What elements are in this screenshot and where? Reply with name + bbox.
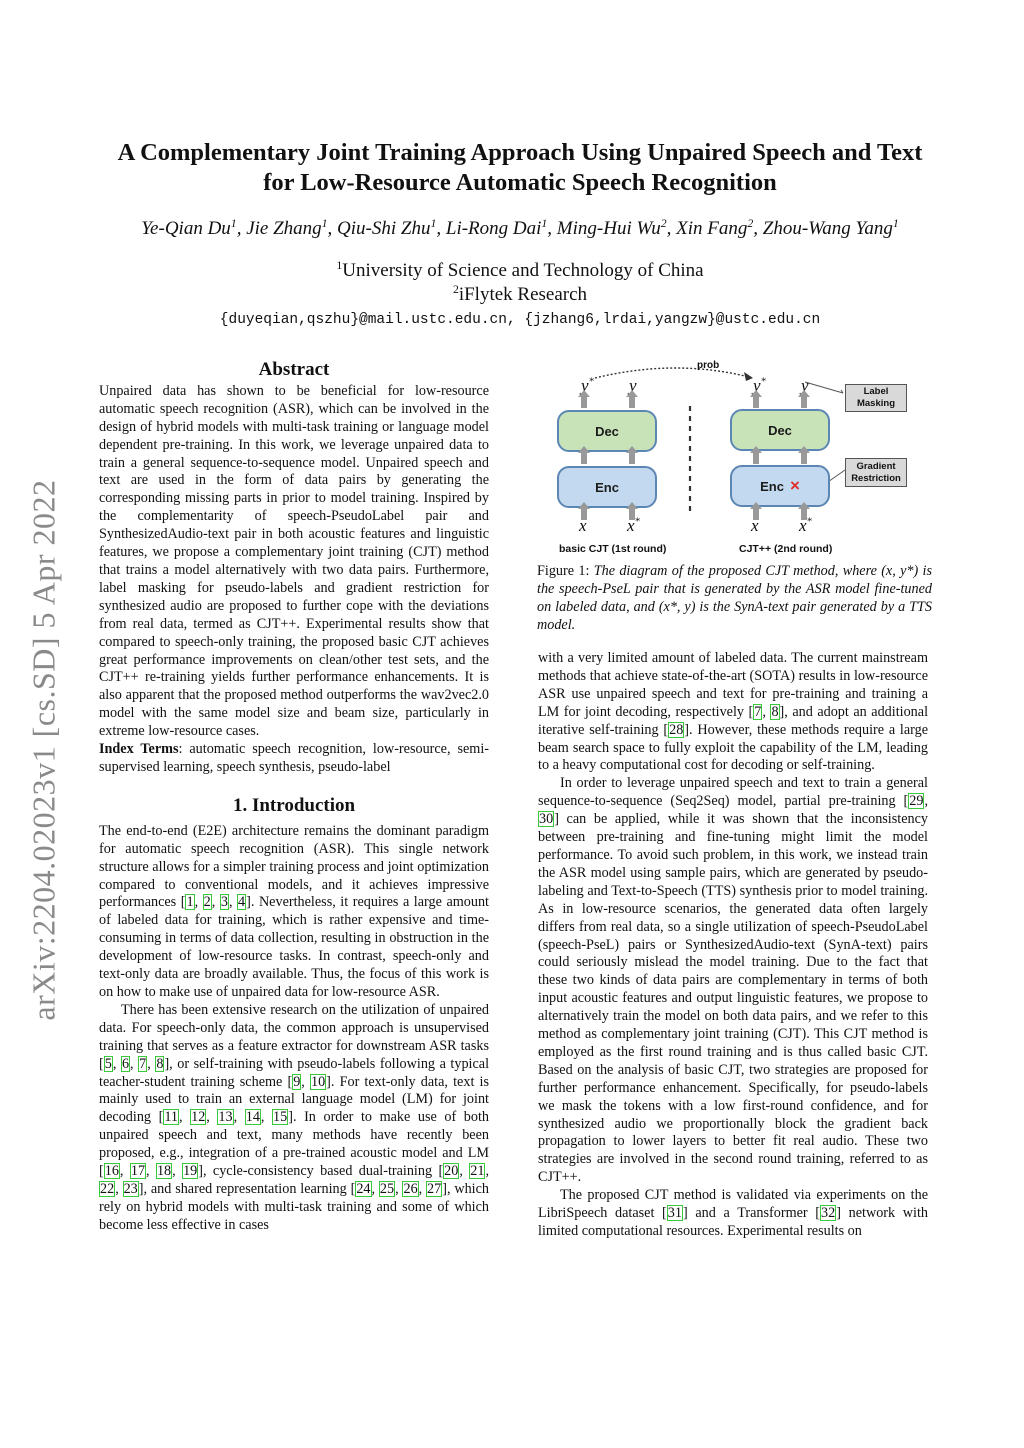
author-affiliation: 1 <box>430 216 437 230</box>
citation-link[interactable]: 7 <box>139 1055 147 1072</box>
author-name: Ming-Hui Wu <box>556 218 661 239</box>
author-affiliation: 2 <box>747 216 754 230</box>
figure-1-diagram <box>537 360 932 560</box>
citation-link[interactable]: 32 <box>821 1205 836 1222</box>
index-terms <box>99 741 489 777</box>
var-y-star: y* <box>753 376 766 395</box>
gradient-restriction-box: Gradient Restriction <box>845 458 907 487</box>
label-masking-box: Label Masking <box>845 384 907 412</box>
author-list: Ye-Qian Du$^1$, Jie Zhang$^1$, Qiu-Shi Zhu$^1$, Li-Rong Dai$^1$, Ming-Hui Wu$^2$, Xin Fang$^2$, Zhou-Wang Yang$^1$ <box>141 216 899 239</box>
author-name: Jie Zhang <box>246 218 322 239</box>
index-terms-label: Index Terms <box>99 741 179 758</box>
gradient-block-icon: × <box>789 476 800 495</box>
intro-paragraph-1: The end-to-end (E2E) architecture remains the dominant paradigm for automatic speech recognition (ASR). This single network structure allows for a simpler training process and joint optimization compared to conventional models, and it achieves impressive performances [1, 2, 3, 4]. Nevertheless, it requires a large amount of labeled data for training, which is rather expensive and time-consuming in terms of data collection, resulting in obstruction in the development of low-resource tasks. In contrast, speech-only and text-only data are broadly available. Thus, the focus of this work is on how to make use of unpaired data for low-resource ASR. <box>99 822 489 1000</box>
citation-link[interactable]: 22 <box>100 1180 115 1197</box>
citation-link[interactable]: 27 <box>427 1180 442 1197</box>
var-x-star: x* <box>799 516 812 535</box>
prob-label: prob <box>697 360 720 371</box>
right-paragraph-2: In order to leverage unpaired speech and text to train a general sequence-to-sequence (Seq2Seq) model, partial pre-training [29, 30] can be applied, while it was shown that the inconsistency between pre-training and fine-tuning might limit the model performance. To avoid such problem, in this work, we instead train the ASR model using sample pairs, which are generated by pseudo-labeling and Text-to-Speech (TTS) synthesis prior to model training. As in low-resource scenarios, the generated data often largely differs from real data, so a single utilization of speech-PseudoLabel (speech-PseL) pairs or SynthesizedAudio-text (SynA-text) pairs could seriously mislead the model training. Due to the fact that these two kinds of data pairs are complementary in terms of both input acoustic features and output linguistic features, we propose to alternatively train the model on both data pairs, and we refer to this method as complementary joint training (CJT). This CJT method is employed as the first round training and is thus called basic CJT. Based on the analysis of basic CJT, two strategies are proposed for further performance enhancement. Specifically, for pseudo-labels we mask the tokens with a low first-round confidence, and for synthesized audio we proportionally block the gradient back propagation to lower layers to better fit real audio. These two strategies are involved in the second round training, referred to as CJT++. <box>538 775 928 1186</box>
author-emails: {duyeqian,qszhu}@mail.ustc.edu.cn, {jzhang6,lrdai,yangzw}@ustc.edu.cn <box>219 312 821 328</box>
arrow-up-icon <box>629 452 635 464</box>
citation-link[interactable]: 8 <box>156 1055 164 1072</box>
arrow-up-icon <box>581 452 587 464</box>
author-affiliation: 1 <box>321 216 328 230</box>
citation-link[interactable]: 4 <box>238 894 246 911</box>
title-line-1: A Complementary Joint Training Approach Using Unpaired Speech and Text <box>117 139 923 166</box>
citation-link[interactable]: 9 <box>293 1073 301 1090</box>
figure-1-caption <box>537 563 932 635</box>
arxiv-identifier-text: arXiv:2204.02023v1 [cs.SD] 5 Apr 2022 <box>25 479 62 1021</box>
index-terms-text: : automatic speech recognition, low-resource, semi-supervised learning, speech synthesis, pseudo-label <box>99 741 489 775</box>
citation-link[interactable]: 25 <box>379 1180 395 1197</box>
citation-link[interactable]: 7 <box>754 703 762 720</box>
arrow-up-icon <box>753 396 759 408</box>
citation-link[interactable]: 13 <box>218 1109 233 1126</box>
var-y-star: y* <box>581 376 594 395</box>
citation-link[interactable]: 28 <box>669 721 684 738</box>
figure-caption-label: Figure 1: <box>537 563 590 579</box>
var-y: y <box>629 376 637 395</box>
intro-heading: 1. Introduction <box>232 794 356 816</box>
citation-link[interactable]: 15 <box>273 1109 288 1126</box>
var-y: y <box>801 376 809 395</box>
citation-link[interactable]: 8 <box>771 703 779 720</box>
citation-link[interactable]: 18 <box>156 1163 172 1180</box>
author-affiliation: 1 <box>230 216 237 230</box>
abstract-heading: Abstract <box>258 359 330 380</box>
author-name: Qiu-Shi Zhu <box>337 218 431 239</box>
prob-arrowhead <box>744 372 753 381</box>
author-name: Li-Rong Dai <box>445 218 542 239</box>
citation-link[interactable]: 3 <box>220 894 228 911</box>
arrow-up-icon <box>581 396 587 408</box>
citation-link[interactable]: 1 <box>186 894 194 911</box>
arrow-up-icon <box>801 396 807 408</box>
affiliation-name: iFlytek Research <box>458 284 588 305</box>
citation-link[interactable]: 12 <box>191 1109 206 1126</box>
author-affiliation: 1 <box>892 216 899 230</box>
figure-caption-text: The diagram of the proposed CJT method, where (x, y*) is the speech-PseL pair that is generated by the ASR model fine-tuned on labeled data, and (x*, y) is the SynA-text pair generated by a TTS model. <box>537 563 932 633</box>
arxiv-identifier <box>14 460 74 1040</box>
affiliation-number: 2 <box>452 282 459 296</box>
right-diagram-caption: CJT++ (2nd round) <box>739 543 833 555</box>
left-diagram-caption: basic CJT (1st round) <box>559 543 667 555</box>
right-decoder-box: Dec <box>730 409 830 451</box>
arrow-up-icon <box>753 452 759 464</box>
citation-link[interactable]: 16 <box>104 1163 119 1180</box>
arrow-up-icon <box>801 452 807 464</box>
intro-paragraph-2: There has been extensive research on the utilization of unpaired data. For speech-only data, the common approach is unsupervised training that serves as a feature extractor for downstream ASR tasks [5, 6, 7, 8], or self-training with pseudo-labels following a typical teacher-student training scheme [9, 10]. For text-only data, text is mainly used to train an external language model (LM) for joint decoding [11, 12, 13, 14, 15]. In order to make use of both unpaired speech and text, many methods have recently been proposed, e.g., integration of a pre-trained acoustic model and LM [16, 17, 18, 19], cycle-consistency based dual-training [20, 21, 22, 23], and shared representation learning [24, 25, 26, 27], which rely on hybrid models with multi-task training and some of which become less effective in cases <box>99 1001 490 1233</box>
right-column <box>538 650 928 1241</box>
citation-link[interactable]: 19 <box>183 1163 198 1180</box>
affiliation-name: University of Science and Technology of China <box>342 260 704 281</box>
citation-link[interactable]: 26 <box>403 1180 418 1197</box>
affiliation-2 <box>100 284 940 306</box>
author-affiliation: 1 <box>541 216 548 230</box>
paper-title <box>100 138 940 198</box>
masking-connector-line <box>805 382 843 393</box>
affiliation-1 <box>100 260 940 282</box>
citation-link[interactable]: 11 <box>164 1109 178 1126</box>
citation-link[interactable]: 31 <box>667 1205 682 1222</box>
right-encoder-label: Enc <box>760 478 784 494</box>
title-line-2: for Low-Resource Automatic Speech Recognition <box>263 169 777 196</box>
citation-link[interactable]: 21 <box>470 1163 485 1180</box>
citation-link[interactable]: 30 <box>539 811 554 828</box>
abstract-text: Unpaired data has shown to be beneficial for low-resource automatic speech recognition (ASR), which can be involved in the design of hybrid models with multi-task training or language model dependent pre-training. In this work, we leverage unpaired data to train a general sequence-to-sequence model. Unpaired speech and text are used in the form of data pairs by generating the corresponding missing parts in prior to model training. Inspired by the complementarity of speech-PseudoLabel pair and SynthesizedAudio-text pair in both acoustic features and linguistic features, we propose a complementary joint training (CJT) method that trains a model alternatively with two data pairs. Furthermore, label masking for pseudo-labels and gradient restriction for synthesized audio are proposed to further cope with the deviations from real data, termed as CJT++. Experimental results show that compared to speech-only training, the proposed basic CJT achieves great performance improvements on clean/other test sets, and the CJT++ re-training yields further performance enhancements. It is also apparent that the proposed method outperforms the wav2vec2.0 model with the same model size and beam size, particularly in extreme low-resource cases. <box>99 382 489 740</box>
var-x: x <box>751 516 759 535</box>
citation-link[interactable]: 14 <box>245 1109 260 1126</box>
left-decoder-box: Dec <box>557 410 657 452</box>
author-name: Xin Fang <box>676 218 748 239</box>
arrow-up-icon <box>629 396 635 408</box>
var-x: x <box>579 516 587 535</box>
right-encoder-box <box>730 465 830 507</box>
left-encoder-box: Enc <box>557 466 657 508</box>
author-affiliation: 2 <box>660 216 667 230</box>
left-column <box>99 361 489 1235</box>
right-paragraph-3: The proposed CJT method is validated via experiments on the LibriSpeech dataset [31] and a Transformer [32] network with limited computational resources. Experimental results on <box>538 1187 928 1239</box>
right-paragraph-1: with a very limited amount of labeled data. The current mainstream methods that achieve state-of-the-art (SOTA) results in low-resource ASR use unpaired speech and text for pre-training and training a LM for joint decoding, respectively [7, 8], and adopt an additional iterative self-training [28]. However, these methods require a large beam search space to fully exploit the capability of the LM, leading to a heavy computational cost for decoding or self-training. <box>538 650 929 774</box>
citation-link[interactable]: 10 <box>310 1073 326 1090</box>
prob-arrow-path <box>595 368 753 378</box>
var-x-star: x* <box>627 516 640 535</box>
author-name: Zhou-Wang Yang <box>762 218 893 239</box>
citation-link[interactable]: 24 <box>356 1180 371 1197</box>
citation-link[interactable]: 5 <box>104 1055 112 1072</box>
citation-link[interactable]: 20 <box>444 1163 459 1180</box>
citation-link[interactable]: 17 <box>130 1163 146 1180</box>
affiliation-number: 1 <box>336 258 343 272</box>
citation-link[interactable]: 23 <box>123 1180 138 1197</box>
citation-link[interactable]: 29 <box>909 793 924 810</box>
citation-link[interactable]: 2 <box>203 894 211 911</box>
author-name: Ye-Qian Du <box>141 218 231 239</box>
citation-link[interactable]: 6 <box>121 1055 130 1072</box>
